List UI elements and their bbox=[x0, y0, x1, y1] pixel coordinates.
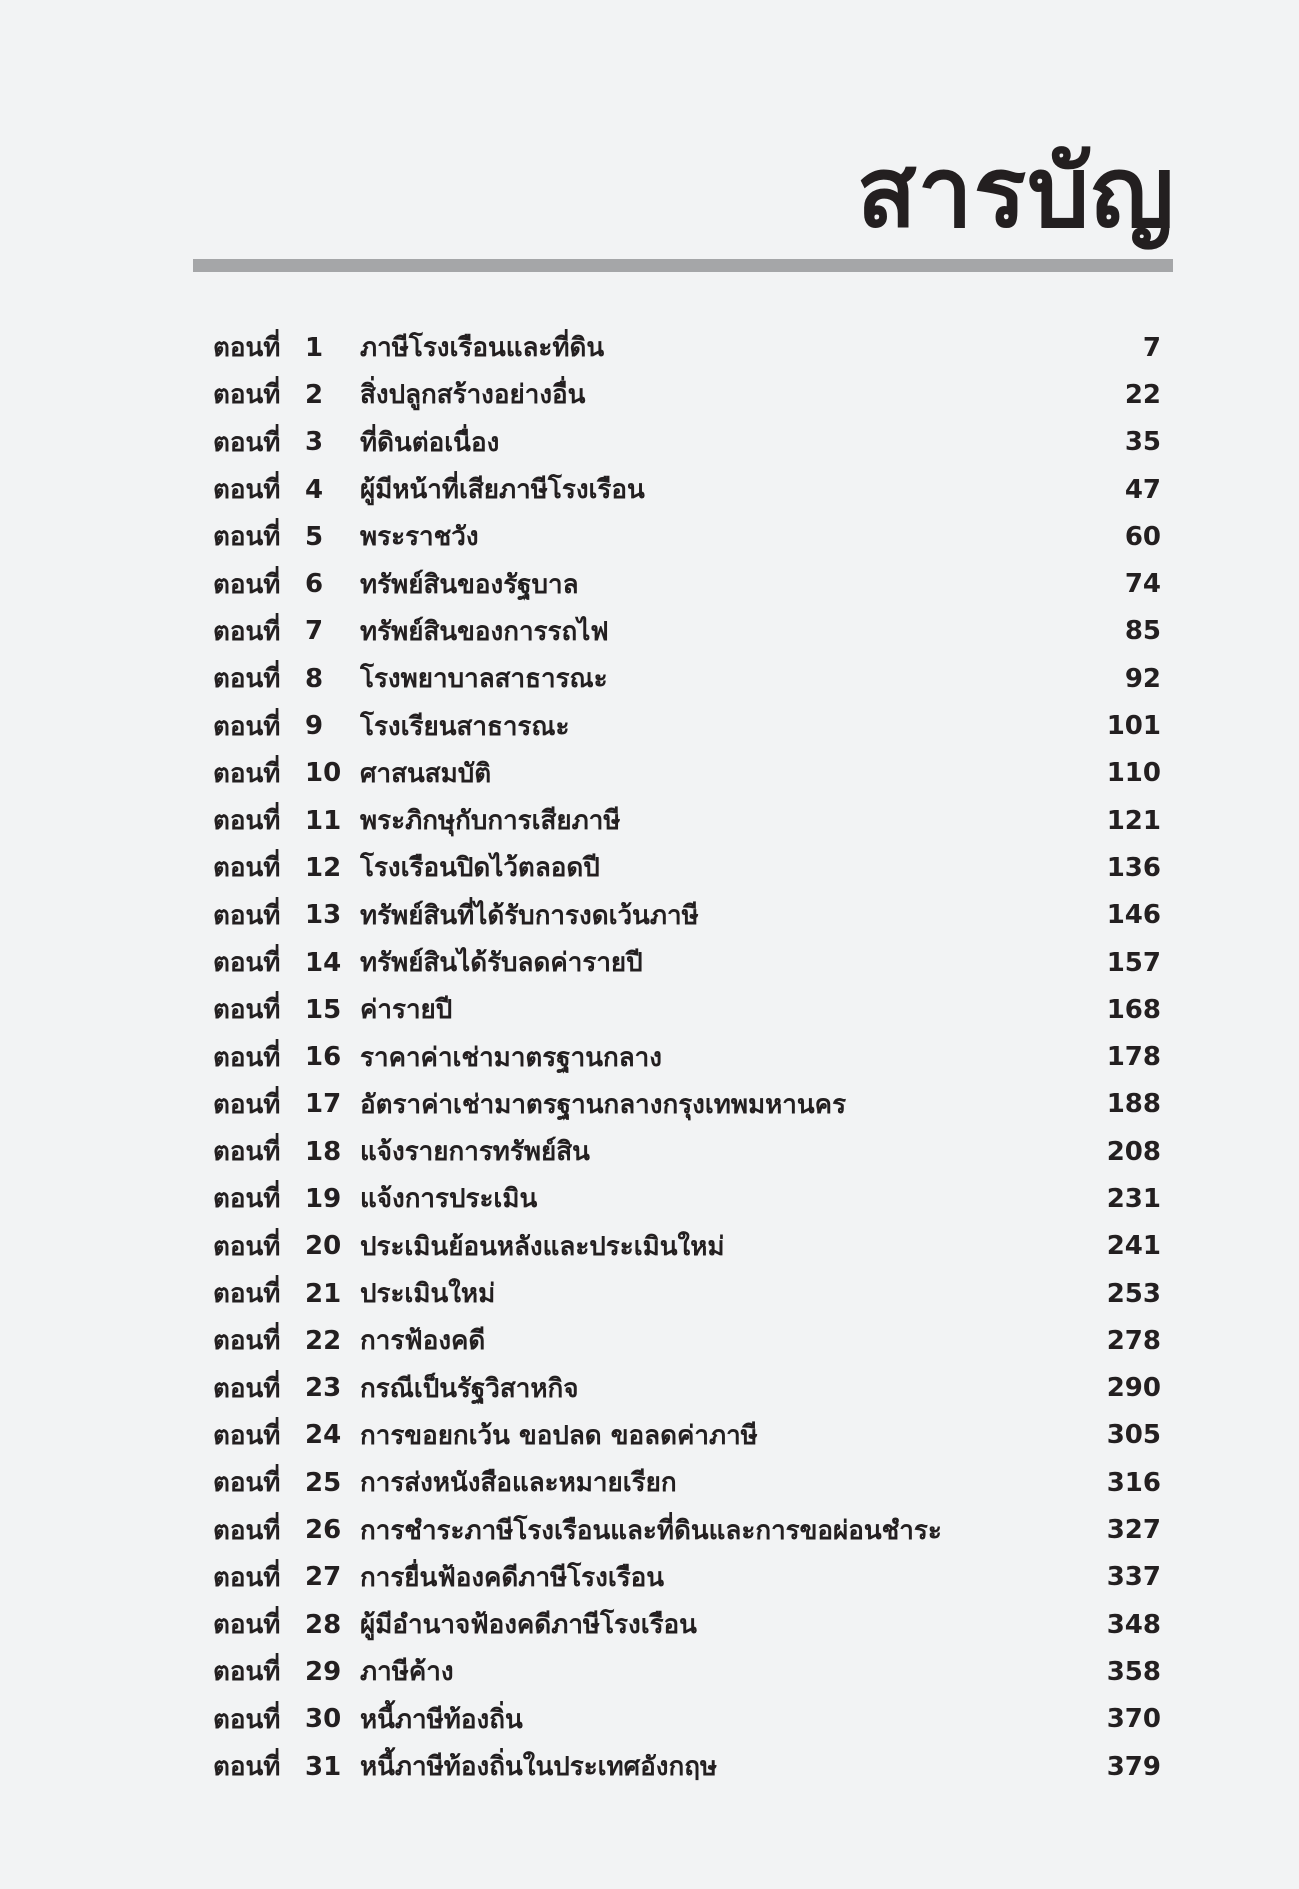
toc-entry[interactable] bbox=[213, 1696, 1161, 1743]
toc-entry[interactable] bbox=[213, 750, 1161, 797]
chapter-title: ทรัพย์สินของรัฐบาล bbox=[360, 569, 579, 600]
page-number: 101 bbox=[1106, 711, 1161, 742]
chapter-title: ทรัพย์สินที่ได้รับการงดเว้นภาษี bbox=[360, 900, 699, 931]
chapter-number: 14 bbox=[305, 947, 342, 978]
page-number: 208 bbox=[1106, 1136, 1161, 1167]
chapter-title: อัตราค่าเช่ามาตรฐานกลางกรุงเทพมหานคร bbox=[360, 1089, 847, 1120]
chapter-label: ตอนที่ bbox=[213, 1657, 281, 1688]
chapter-title: การยื่นฟ้องคดีภาษีโรงเรือน bbox=[360, 1562, 665, 1593]
chapter-number: 16 bbox=[305, 1042, 342, 1073]
toc-entry[interactable] bbox=[213, 1081, 1161, 1128]
page-number: 168 bbox=[1106, 994, 1161, 1025]
chapter-label: ตอนที่ bbox=[213, 806, 281, 837]
toc-entry[interactable] bbox=[213, 513, 1161, 560]
chapter-label: ตอนที่ bbox=[213, 1562, 281, 1593]
toc-entry[interactable] bbox=[213, 892, 1161, 939]
chapter-label: ตอนที่ bbox=[213, 1373, 281, 1404]
chapter-label: ตอนที่ bbox=[213, 664, 281, 695]
page-number: 348 bbox=[1106, 1609, 1161, 1640]
chapter-label: ตอนที่ bbox=[213, 1610, 281, 1641]
chapter-title: ภาษีค้าง bbox=[360, 1657, 454, 1688]
chapter-number: 19 bbox=[305, 1183, 342, 1214]
page-number: 241 bbox=[1106, 1231, 1161, 1262]
page-number: 337 bbox=[1106, 1562, 1161, 1593]
chapter-number: 13 bbox=[305, 900, 342, 931]
toc-entry[interactable] bbox=[213, 1317, 1161, 1364]
page-number: 74 bbox=[1124, 569, 1161, 600]
chapter-title: ประเมินย้อนหลังและประเมินใหม่ bbox=[360, 1231, 725, 1262]
toc-entry[interactable] bbox=[213, 1128, 1161, 1175]
toc-entry[interactable] bbox=[213, 1412, 1161, 1459]
page-number: 327 bbox=[1106, 1515, 1161, 1546]
page-number: 379 bbox=[1106, 1751, 1161, 1782]
toc-entry[interactable] bbox=[213, 1506, 1161, 1553]
chapter-number: 26 bbox=[305, 1515, 342, 1546]
chapter-title: แจ้งรายการทรัพย์สิน bbox=[360, 1137, 590, 1168]
page-number: 358 bbox=[1106, 1656, 1161, 1687]
chapter-number: 15 bbox=[305, 994, 342, 1025]
chapter-title: ผู้มีหน้าที่เสียภาษีโรงเรือน bbox=[360, 475, 645, 506]
toc-entry[interactable] bbox=[213, 1554, 1161, 1601]
page-number: 92 bbox=[1124, 663, 1161, 694]
toc-entry[interactable] bbox=[213, 608, 1161, 655]
chapter-label: ตอนที่ bbox=[213, 853, 281, 884]
page-number: 370 bbox=[1106, 1704, 1161, 1735]
chapter-label: ตอนที่ bbox=[213, 1468, 281, 1499]
chapter-number: 25 bbox=[305, 1467, 342, 1498]
chapter-title: ศาสนสมบัติ bbox=[360, 758, 492, 789]
chapter-title: ทรัพย์สินของการรถไฟ bbox=[360, 616, 609, 647]
chapter-label: ตอนที่ bbox=[213, 333, 281, 364]
chapter-label: ตอนที่ bbox=[213, 1326, 281, 1357]
chapter-label: ตอนที่ bbox=[213, 1137, 281, 1168]
toc-entry[interactable] bbox=[213, 466, 1161, 513]
page-number: 290 bbox=[1106, 1373, 1161, 1404]
page-number: 47 bbox=[1124, 474, 1161, 505]
toc-entry[interactable] bbox=[213, 1459, 1161, 1506]
chapter-title: โรงเรียนสาธารณะ bbox=[360, 711, 570, 742]
chapter-number: 17 bbox=[305, 1089, 342, 1120]
chapter-number: 1 bbox=[305, 332, 324, 363]
chapter-number: 4 bbox=[305, 474, 324, 505]
chapter-title: การขอยกเว้น ขอปลด ขอลดค่าภาษี bbox=[360, 1420, 758, 1451]
chapter-number: 2 bbox=[305, 379, 324, 410]
chapter-title: ประเมินใหม่ bbox=[360, 1279, 496, 1310]
chapter-title: พระภิกษุกับการเสียภาษี bbox=[360, 806, 621, 837]
chapter-title: ภาษีโรงเรือนและที่ดิน bbox=[360, 333, 605, 364]
page-number: 7 bbox=[1142, 332, 1161, 363]
chapter-title: โรงเรือนปิดไว้ตลอดปี bbox=[360, 853, 600, 884]
chapter-title: หนี้ภาษีท้องถิ่น bbox=[360, 1704, 523, 1735]
chapter-number: 6 bbox=[305, 569, 324, 600]
toc-entry[interactable] bbox=[213, 1365, 1161, 1412]
chapter-title: ค่ารายปี bbox=[360, 995, 453, 1026]
chapter-label: ตอนที่ bbox=[213, 758, 281, 789]
chapter-title: ผู้มีอำนาจฟ้องคดีภาษีโรงเรือน bbox=[360, 1610, 697, 1641]
chapter-number: 22 bbox=[305, 1325, 342, 1356]
chapter-label: ตอนที่ bbox=[213, 1752, 281, 1783]
toc-list bbox=[213, 324, 1161, 1790]
chapter-number: 7 bbox=[305, 616, 324, 647]
page-number: 110 bbox=[1106, 758, 1161, 789]
toc-entry[interactable] bbox=[213, 1743, 1161, 1790]
chapter-number: 11 bbox=[305, 805, 342, 836]
chapter-label: ตอนที่ bbox=[213, 1042, 281, 1073]
chapter-number: 8 bbox=[305, 663, 324, 694]
toc-entry[interactable] bbox=[213, 1601, 1161, 1648]
chapter-number: 5 bbox=[305, 521, 324, 552]
chapter-label: ตอนที่ bbox=[213, 995, 281, 1026]
chapter-title: ทรัพย์สินได้รับลดค่ารายปี bbox=[360, 948, 643, 978]
chapter-label: ตอนที่ bbox=[213, 380, 281, 411]
chapter-label: ตอนที่ bbox=[213, 1420, 281, 1451]
chapter-label: ตอนที่ bbox=[213, 616, 281, 647]
chapter-number: 28 bbox=[305, 1609, 342, 1640]
toc-entry[interactable] bbox=[213, 371, 1161, 418]
toc-entry[interactable] bbox=[213, 939, 1161, 986]
chapter-title: พระราชวัง bbox=[360, 522, 479, 553]
chapter-number: 20 bbox=[305, 1231, 342, 1262]
page-title: สารบัญ bbox=[856, 136, 1175, 250]
chapter-title: กรณีเป็นรัฐวิสาหกิจ bbox=[360, 1373, 579, 1404]
page-number: 35 bbox=[1124, 427, 1161, 458]
chapter-title: สิ่งปลูกสร้างอย่างอื่น bbox=[360, 380, 586, 411]
toc-entry[interactable] bbox=[213, 1175, 1161, 1222]
chapter-label: ตอนที่ bbox=[213, 569, 281, 600]
toc-entry[interactable] bbox=[213, 1648, 1161, 1695]
toc-entry[interactable] bbox=[213, 419, 1161, 466]
toc-entry[interactable] bbox=[213, 844, 1161, 891]
chapter-title: การชำระภาษีโรงเรือนและที่ดินและการขอผ่อนชำระ bbox=[360, 1515, 942, 1546]
toc-entry[interactable] bbox=[213, 655, 1161, 702]
chapter-label: ตอนที่ bbox=[213, 900, 281, 931]
chapter-label: ตอนที่ bbox=[213, 475, 281, 506]
page-number: 316 bbox=[1106, 1467, 1161, 1498]
toc-entry[interactable] bbox=[213, 560, 1161, 607]
toc-entry[interactable] bbox=[213, 1270, 1161, 1317]
toc-entry[interactable] bbox=[213, 702, 1161, 749]
toc-entry[interactable] bbox=[213, 324, 1161, 371]
chapter-number: 27 bbox=[305, 1562, 342, 1593]
chapter-number: 9 bbox=[305, 711, 324, 742]
chapter-label: ตอนที่ bbox=[213, 1279, 281, 1310]
page-number: 178 bbox=[1106, 1042, 1161, 1073]
toc-entry[interactable] bbox=[213, 797, 1161, 844]
page-number: 121 bbox=[1106, 805, 1161, 836]
chapter-label: ตอนที่ bbox=[213, 1231, 281, 1262]
chapter-number: 10 bbox=[305, 758, 342, 789]
chapter-title: ที่ดินต่อเนื่อง bbox=[360, 427, 500, 458]
page-number: 136 bbox=[1106, 852, 1161, 883]
page-number: 305 bbox=[1106, 1420, 1161, 1451]
chapter-title: หนี้ภาษีท้องถิ่นในประเทศอังกฤษ bbox=[360, 1752, 718, 1783]
chapter-label: ตอนที่ bbox=[213, 1515, 281, 1546]
chapter-number: 12 bbox=[305, 852, 342, 883]
chapter-number: 29 bbox=[305, 1656, 342, 1687]
chapter-title: แจ้งการประเมิน bbox=[360, 1184, 538, 1215]
chapter-title: ราคาค่าเช่ามาตรฐานกลาง bbox=[360, 1042, 662, 1073]
toc-entry[interactable] bbox=[213, 986, 1161, 1033]
chapter-label: ตอนที่ bbox=[213, 1184, 281, 1215]
title-divider bbox=[193, 259, 1173, 272]
toc-entry[interactable] bbox=[213, 1033, 1161, 1080]
chapter-label: ตอนที่ bbox=[213, 711, 281, 742]
page-number: 188 bbox=[1106, 1089, 1161, 1120]
chapter-title: การฟ้องคดี bbox=[360, 1326, 486, 1357]
chapter-label: ตอนที่ bbox=[213, 522, 281, 553]
page-number: 278 bbox=[1106, 1325, 1161, 1356]
page-number: 146 bbox=[1106, 900, 1161, 931]
chapter-title: การส่งหนังสือและหมายเรียก bbox=[360, 1468, 677, 1499]
page-number: 85 bbox=[1124, 616, 1161, 647]
page-number: 22 bbox=[1124, 379, 1161, 410]
chapter-label: ตอนที่ bbox=[213, 427, 281, 458]
chapter-label: ตอนที่ bbox=[213, 948, 281, 978]
chapter-label: ตอนที่ bbox=[213, 1089, 281, 1120]
page-number: 157 bbox=[1106, 947, 1161, 978]
chapter-number: 18 bbox=[305, 1136, 342, 1167]
chapter-title: โรงพยาบาลสาธารณะ bbox=[360, 664, 608, 695]
chapter-number: 21 bbox=[305, 1278, 342, 1309]
page-number: 60 bbox=[1124, 521, 1161, 552]
chapter-number: 30 bbox=[305, 1704, 342, 1735]
toc-entry[interactable] bbox=[213, 1223, 1161, 1270]
page-number: 253 bbox=[1106, 1278, 1161, 1309]
chapter-number: 31 bbox=[305, 1751, 342, 1782]
chapter-number: 24 bbox=[305, 1420, 342, 1451]
chapter-number: 3 bbox=[305, 427, 324, 458]
chapter-label: ตอนที่ bbox=[213, 1704, 281, 1735]
page-number: 231 bbox=[1106, 1183, 1161, 1214]
chapter-number: 23 bbox=[305, 1373, 342, 1404]
